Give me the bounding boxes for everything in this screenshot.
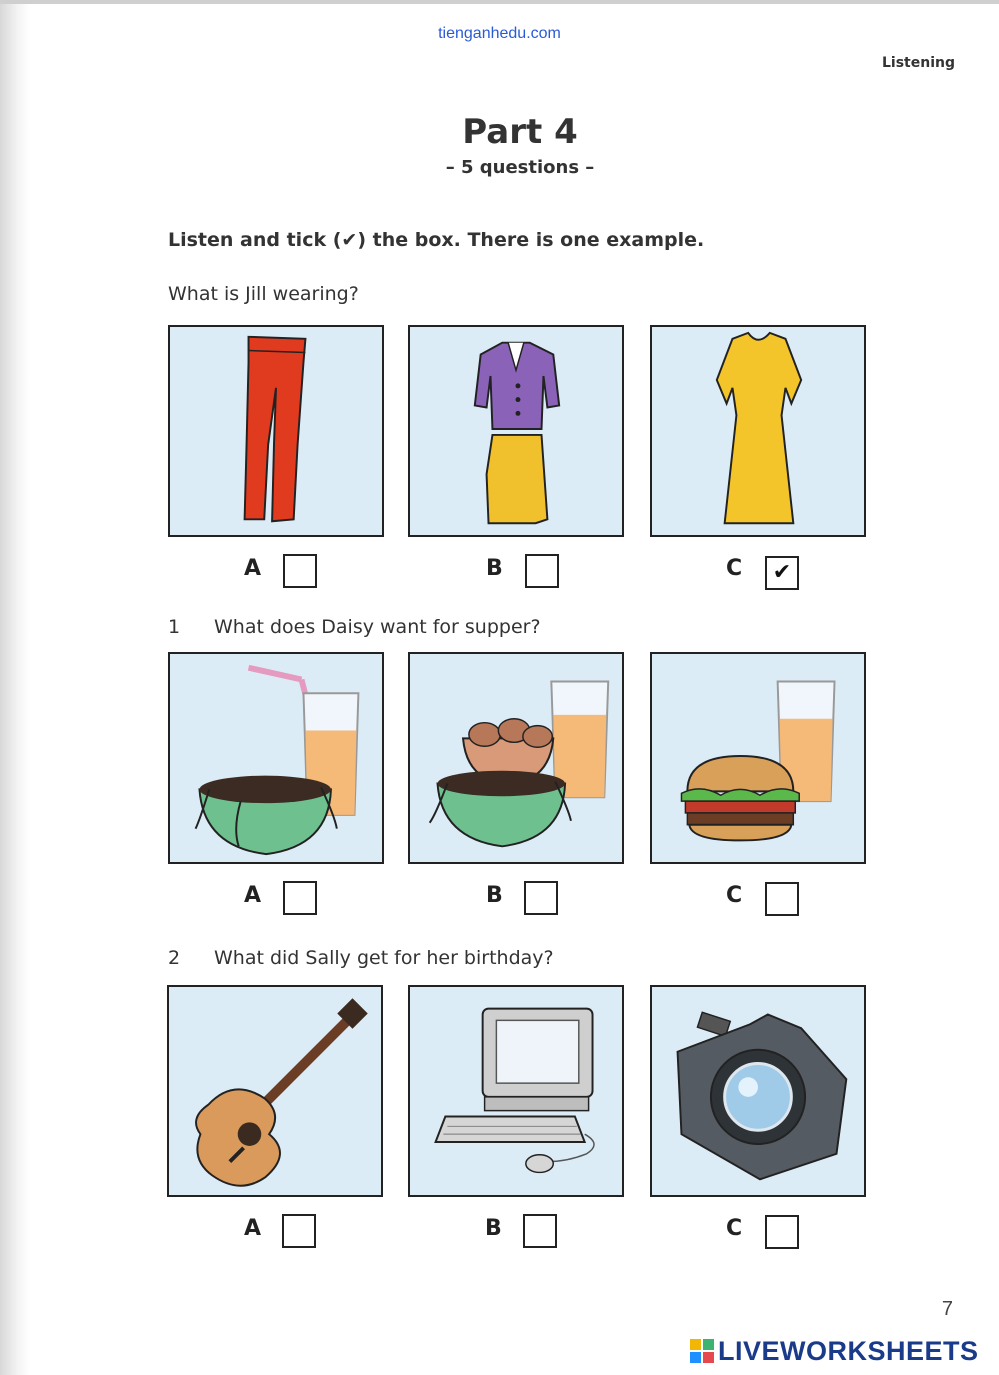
option-letter: A <box>244 883 262 908</box>
part-title: Part 4 <box>462 112 578 152</box>
guitar-icon <box>169 987 381 1195</box>
computer-icon <box>410 987 622 1195</box>
tickbox-2-b[interactable] <box>523 1214 557 1248</box>
picture-frame-2-b <box>408 985 624 1197</box>
question-text: What is Jill wearing? <box>168 283 359 305</box>
question-text: What does Daisy want for supper? <box>214 616 541 638</box>
question-text: What did Sally get for her birthday? <box>214 947 554 969</box>
section-label: Listening <box>882 55 955 71</box>
question-1 <box>168 616 541 638</box>
picture-frame-1-b <box>408 652 624 864</box>
liveworksheets-brand[interactable] <box>690 1336 979 1366</box>
site-url[interactable]: tienganhedu.com <box>438 25 561 42</box>
question-number: 1 <box>168 616 181 638</box>
camera-icon <box>652 987 864 1195</box>
tickbox-1-c[interactable] <box>765 882 799 916</box>
noodles-bread-and-juice-icon <box>410 654 622 862</box>
picture-frame-example-c <box>650 325 866 537</box>
tickbox-2-a[interactable] <box>282 1214 316 1248</box>
liveworksheets-logo-icon <box>690 1339 714 1363</box>
instruction: Listen and tick (✔) the box. There is one example. <box>168 229 705 251</box>
noodles-and-juice-icon <box>170 654 382 862</box>
tickbox-example-c[interactable]: ✔ <box>765 556 799 590</box>
burger-and-juice-icon <box>652 654 864 862</box>
picture-frame-2-c <box>650 985 866 1197</box>
tickbox-example-b[interactable] <box>525 554 559 588</box>
tickbox-1-b[interactable] <box>524 881 558 915</box>
page-number: 7 <box>941 1298 953 1320</box>
option-letter: C <box>726 883 743 908</box>
option-letter: B <box>485 1216 502 1241</box>
option-letter: A <box>244 556 262 581</box>
picture-frame-1-c <box>650 652 866 864</box>
yellow-dress-icon <box>652 327 864 535</box>
red-trousers-icon <box>170 327 382 535</box>
picture-frame-2-a <box>167 985 383 1197</box>
question-example <box>168 283 359 305</box>
picture-frame-example-a <box>168 325 384 537</box>
jacket-and-skirt-icon <box>410 327 622 535</box>
question-number: 2 <box>168 947 181 969</box>
option-letter: B <box>486 556 503 581</box>
picture-frame-1-a <box>168 652 384 864</box>
tickbox-example-a[interactable] <box>283 554 317 588</box>
top-edge <box>0 0 999 4</box>
option-letter: C <box>726 1216 743 1241</box>
page-edge-shadow <box>0 0 30 1375</box>
part-subtitle: – 5 questions – <box>445 157 595 178</box>
tickbox-2-c[interactable] <box>765 1215 799 1249</box>
picture-frame-example-b <box>408 325 624 537</box>
option-letter: C <box>726 556 743 581</box>
option-letter: B <box>486 883 503 908</box>
option-letter: A <box>244 1216 262 1241</box>
tickbox-1-a[interactable] <box>283 881 317 915</box>
question-2 <box>168 947 554 969</box>
brand-name: LIVEWORKSHEETS <box>718 1335 979 1366</box>
